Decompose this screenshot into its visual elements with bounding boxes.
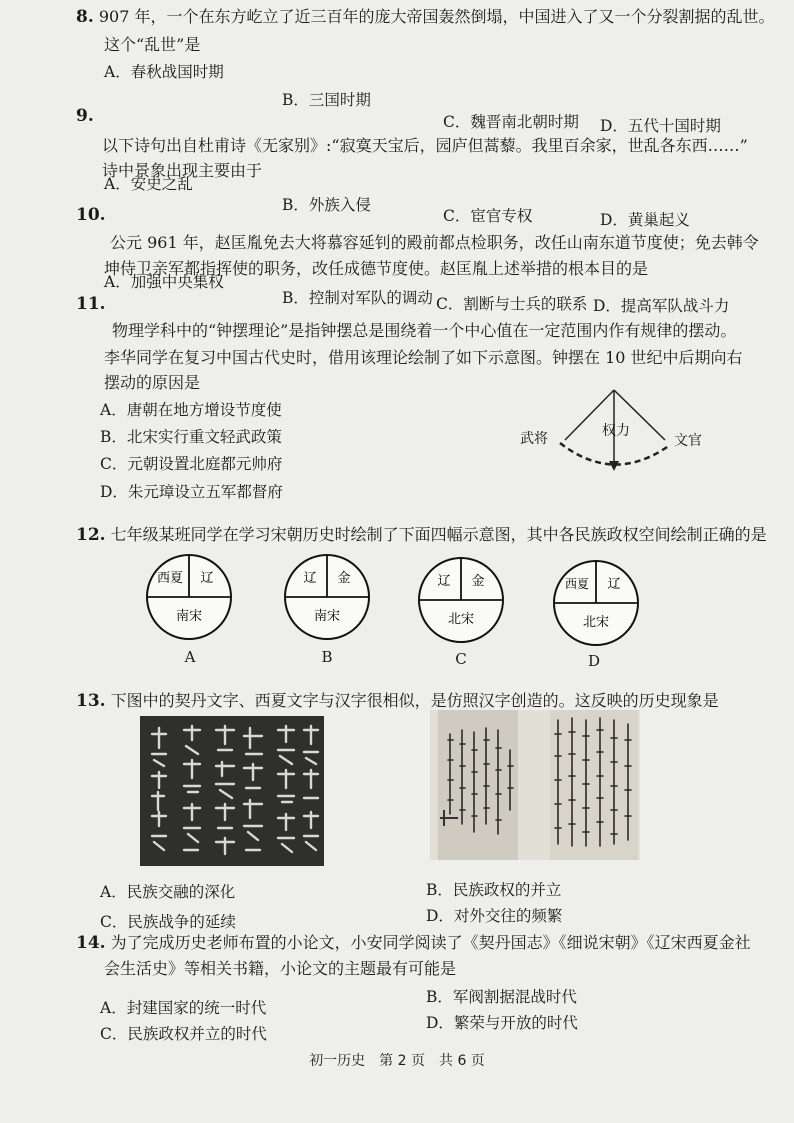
q12-line1: 12. 七年级某班同学在学习宋朝历史时绘制了下面四幅示意图，其中各民族政权空间绘制正确的是 (76, 525, 767, 545)
q8-option-a[interactable]: A．春秋战国时期 (104, 63, 224, 81)
diagram-circle-d[interactable] (551, 558, 641, 648)
q11-line1: 物理学科中的“钟摆理论”是指钟摆总是围绕着一个中心值在一定范围内作有规律的摆动。 (112, 321, 737, 340)
svg-text:金: 金 (337, 571, 351, 586)
q8-option-c[interactable]: C．魏晋南北朝时期 (443, 113, 579, 131)
diagram-label-center: 权力 (602, 423, 630, 439)
q9-option-d[interactable]: D．黄巢起义 (600, 211, 690, 229)
q9-number: 9. (76, 106, 94, 126)
svg-text:辽: 辽 (437, 574, 451, 589)
diagram-circle-b[interactable] (282, 552, 372, 642)
pendulum-arrow-icon (609, 461, 619, 471)
q10-number: 10. (76, 205, 106, 225)
q8-option-b[interactable]: B．三国时期 (282, 91, 371, 109)
q8-line2: 这个“乱世”是 (104, 35, 201, 54)
q11-option-a[interactable]: A．唐朝在地方增设节度使 (100, 401, 282, 419)
q8-option-d[interactable]: D．五代十国时期 (600, 117, 721, 135)
q11-option-c[interactable]: C．元朝设置北庭都元帅府 (100, 455, 283, 473)
q11-line3: 摆动的原因是 (104, 373, 201, 392)
svg-text:南宋: 南宋 (175, 609, 203, 624)
q9-line1: 以下诗句出自杜甫诗《无家别》:“寂寞天宝后，园庐但蒿藜。我里百余家，世乱各东西……” (102, 136, 748, 155)
q13-option-b[interactable]: B．民族政权的并立 (426, 881, 562, 899)
q13-option-d[interactable]: D．对外交往的频繁 (426, 907, 563, 925)
q9-number-line (76, 106, 94, 126)
q13-line1: 13. 下图中的契丹文字、西夏文字与汉字很相似，是仿照汉字创造的。这反映的历史现象是 (76, 691, 719, 711)
q14-option-c[interactable]: C．民族政权并立的时代 (100, 1025, 267, 1043)
svg-text:西夏: 西夏 (564, 577, 590, 591)
q11-number: 11. (76, 294, 106, 314)
circle-label-d: D (587, 652, 601, 670)
q14-option-b[interactable]: B．军阀割据混战时代 (426, 988, 577, 1006)
q12-number: 12. (76, 525, 106, 545)
circle-label-a: A (184, 648, 196, 666)
q14-option-d[interactable]: D．繁荣与开放的时代 (426, 1014, 578, 1032)
svg-text:北宋: 北宋 (447, 612, 475, 627)
svg-text:西夏: 西夏 (156, 571, 184, 586)
pendulum-diagram (520, 385, 720, 485)
diagram-circle-a[interactable] (144, 552, 234, 642)
q8-number: 8. (76, 7, 94, 27)
q11-line2: 李华同学在复习中国古代史时，借用该理论绘制了如下示意图。钟摆在 10 世纪中后期向右 (104, 348, 743, 367)
q11-number-line (76, 294, 106, 314)
q9-option-a[interactable]: A．安史之乱 (104, 175, 193, 193)
svg-text:金: 金 (471, 574, 485, 589)
khitan-script-rubbing-image (140, 716, 324, 866)
svg-text:北宋: 北宋 (582, 615, 610, 630)
svg-text:南宋: 南宋 (313, 609, 341, 624)
q13-number: 13. (76, 691, 106, 711)
q10-number-line (76, 205, 106, 225)
q9-option-c[interactable]: C．宦官专权 (443, 207, 533, 225)
q10-option-b[interactable]: B．控制对军队的调动 (282, 289, 433, 307)
q10-option-c[interactable]: C．割断与士兵的联系 (436, 295, 588, 313)
q10-option-a[interactable]: A．加强中央集权 (104, 273, 224, 291)
svg-text:辽: 辽 (303, 571, 317, 586)
q9-line2: 诗中景象出现主要由于 (102, 161, 263, 180)
q11-option-b[interactable]: B．北宋实行重文轻武政策 (100, 428, 282, 446)
tangut-manuscript-image (430, 710, 640, 860)
svg-text:辽: 辽 (607, 577, 621, 592)
page-footer: 初一历史 第 2 页 共 6 页 (309, 1053, 485, 1069)
q10-option-d[interactable]: D．提高军队战斗力 (593, 297, 730, 315)
q13-option-c[interactable]: C．民族战争的延续 (100, 913, 236, 931)
q14-option-a[interactable]: A．封建国家的统一时代 (100, 999, 267, 1017)
q14-line2: 会生活史》等相关书籍，小论文的主题最有可能是 (104, 959, 457, 978)
diagram-circle-c[interactable] (416, 555, 506, 645)
q9-option-b[interactable]: B．外族入侵 (282, 196, 371, 214)
q11-option-d[interactable]: D．朱元璋设立五军都督府 (100, 483, 283, 501)
q13-option-a[interactable]: A．民族交融的深化 (100, 883, 236, 901)
q10-line1: 公元 961 年，赵匡胤免去大将慕容延钊的殿前都点检职务，改任山南东道节度使；免去韩令 (110, 233, 759, 252)
q14-line1: 14. 为了完成历史老师布置的小论文，小安同学阅读了《契丹国志》《细说宋朝》《辽宋西夏金社 (76, 933, 751, 953)
q8-line1: 8. 907 年，一个在东方屹立了近三百年的庞大帝国轰然倒塌，中国进入了又一个分裂割据的乱世。 (76, 7, 775, 27)
diagram-label-left: 武将 (520, 431, 548, 447)
q14-number: 14. (76, 933, 106, 953)
diagram-label-right: 文官 (674, 433, 702, 449)
svg-text:辽: 辽 (200, 571, 214, 586)
circle-label-b: B (321, 648, 333, 666)
circle-label-c: C (455, 650, 467, 668)
q10-line2: 坤侍卫亲军都指挥使的职务，改任成德节度使。赵匡胤上述举措的根本目的是 (104, 259, 649, 278)
